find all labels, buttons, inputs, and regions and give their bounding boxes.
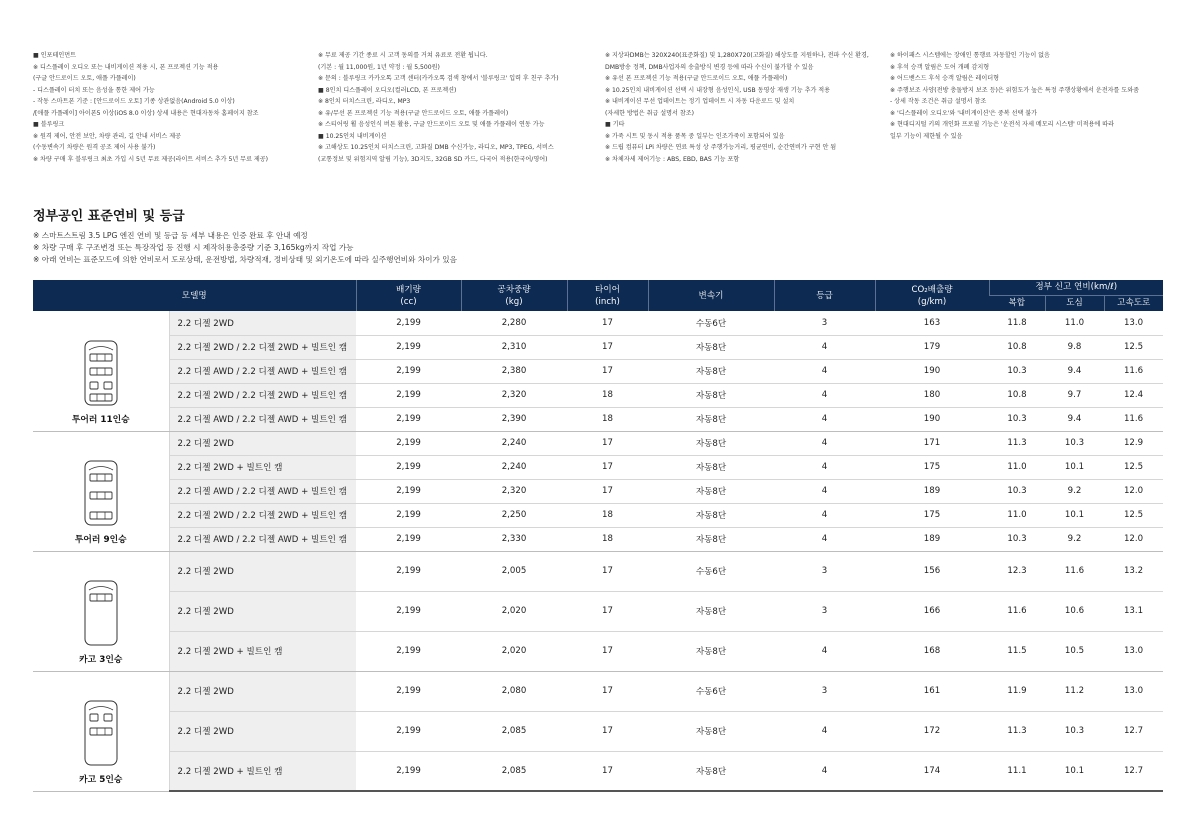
note-line: ※ 드립 컴퓨터 LPi 차량은 연료 특성 상 주행가능거리, 평균연비, 순간연비가 구현 안 됨 xyxy=(605,144,837,151)
transmission-cell: 자동8단 xyxy=(648,631,774,671)
highway-cell: 12.5 xyxy=(1104,503,1163,527)
header-grade: 등급 xyxy=(774,280,875,311)
combined-cell: 10.3 xyxy=(989,359,1045,383)
weight-cell: 2,390 xyxy=(461,407,567,431)
note-line: ※ 문의 : 블루링크 카카오톡 고객 센터(카카오톡 검색 창에서 '블루링크' 입력 후 친구 추가) xyxy=(318,75,559,82)
model-name-cell: 2.2 디젤 AWD / 2.2 디젤 AWD + 빌트인 캠 xyxy=(169,479,356,503)
note-line: ■ 8인치 디스플레이 오디오(컬러LCD, 폰 프로젝션) xyxy=(318,86,457,94)
note-line: - 상세 작동 조건은 취급 설명서 참조 xyxy=(890,98,987,105)
combined-cell: 10.3 xyxy=(989,527,1045,551)
notes-column-1 xyxy=(33,50,268,165)
transmission-cell: 자동8단 xyxy=(648,383,774,407)
weight-cell: 2,250 xyxy=(461,503,567,527)
model-group-label: 투어러 11인승 xyxy=(71,414,130,425)
transmission-cell: 자동8단 xyxy=(648,751,774,791)
co2-cell: 174 xyxy=(875,751,989,791)
co2-cell: 163 xyxy=(875,311,989,335)
weight-cell: 2,080 xyxy=(461,671,567,711)
highway-cell: 12.5 xyxy=(1104,335,1163,359)
model-name-cell: 2.2 디젤 2WD + 빌트인 캠 xyxy=(169,455,356,479)
displacement-cell: 2,199 xyxy=(356,479,461,503)
transmission-cell: 수동6단 xyxy=(648,671,774,711)
city-cell: 9.4 xyxy=(1045,359,1104,383)
note-line: - 작동 스마트폰 기준 : [안드로이드 오토] 기종 상관없음(Android 5.0 이상) xyxy=(33,98,235,105)
note-line: 일부 기능이 제한될 수 있음 xyxy=(890,132,963,140)
displacement-cell: 2,199 xyxy=(356,503,461,527)
header-fuel-efficiency: 정부 신고 연비(km/ℓ) xyxy=(989,280,1163,295)
model-name-cell: 2.2 디젤 2WD + 빌트인 캠 xyxy=(169,631,356,671)
table-row xyxy=(33,751,1163,791)
table-row xyxy=(33,551,1163,591)
weight-cell: 2,310 xyxy=(461,335,567,359)
table-row xyxy=(33,335,1163,359)
subnote: ※ 차량 구매 후 구조변경 또는 특장작업 등 진행 시 제작허용총중량 기준 3,165kg까지 작업 가능 xyxy=(33,243,354,252)
co2-cell: 175 xyxy=(875,503,989,527)
note-line: /[애플 카플레이] 아이폰5 이상(iOS 8.0 이상) 상세 내용은 현대자동차 홈페이지 참조 xyxy=(33,109,259,117)
model-group-cell xyxy=(33,431,169,551)
displacement-cell: 2,199 xyxy=(356,591,461,631)
displacement-cell: 2,199 xyxy=(356,335,461,359)
tire-cell: 17 xyxy=(567,591,648,631)
highway-cell: 12.0 xyxy=(1104,527,1163,551)
model-name-cell: 2.2 디젤 2WD xyxy=(169,431,356,455)
section-subnotes xyxy=(33,230,457,266)
model-group-label: 카고 5인승 xyxy=(79,774,123,785)
note-line: ※ 유/무선 폰 프로젝션 기능 적용(구글 안드로이드 오토, 애플 카플레이) xyxy=(318,109,509,117)
table-row xyxy=(33,591,1163,631)
displacement-cell: 2,199 xyxy=(356,527,461,551)
tire-cell: 17 xyxy=(567,551,648,591)
model-group-label: 카고 3인승 xyxy=(79,654,123,665)
seat-layout-3-icon xyxy=(84,580,118,646)
model-group-label: 투어러 9인승 xyxy=(74,534,127,545)
tire-cell: 18 xyxy=(567,407,648,431)
transmission-cell: 수동6단 xyxy=(648,551,774,591)
header-displacement: 배기량 (cc) xyxy=(356,280,461,311)
note-line: ※ 지상파DMB는 320X240(표준화질) 및 1,280X720(고화질) 해상도를 지원하나, 전파 수신 환경, xyxy=(605,52,869,59)
model-name-cell: 2.2 디젤 2WD xyxy=(169,591,356,631)
note-line: ■ 인포테인먼트 xyxy=(33,52,77,59)
highway-cell: 12.7 xyxy=(1104,711,1163,751)
table-row xyxy=(33,671,1163,711)
note-line: - 디스플레이 터치 또는 음성을 통한 제어 가능 xyxy=(33,86,155,94)
table-row xyxy=(33,407,1163,431)
displacement-cell: 2,199 xyxy=(356,751,461,791)
co2-cell: 189 xyxy=(875,479,989,503)
table-row xyxy=(33,383,1163,407)
table-row xyxy=(33,527,1163,551)
grade-cell: 4 xyxy=(774,359,875,383)
note-line: ※ 원격 제어, 안전 보안, 차량 관리, 길 안내 서비스 제공 xyxy=(33,132,182,140)
note-line: ※ 내비게이션 무선 업데이트는 정기 업데이트 시 자동 다운로드 및 설치 xyxy=(605,98,795,105)
combined-cell: 11.6 xyxy=(989,591,1045,631)
highway-cell: 12.4 xyxy=(1104,383,1163,407)
transmission-cell: 자동8단 xyxy=(648,591,774,631)
tire-cell: 18 xyxy=(567,503,648,527)
note-line: ■ 기타 xyxy=(605,121,625,128)
transmission-cell: 자동8단 xyxy=(648,527,774,551)
model-name-cell: 2.2 디젤 2WD / 2.2 디젤 2WD + 빌트인 캠 xyxy=(169,383,356,407)
note-line: ※ 8인치 터치스크린, 라디오, MP3 xyxy=(318,98,411,105)
header-city: 도심 xyxy=(1045,295,1104,311)
tire-cell: 17 xyxy=(567,751,648,791)
co2-cell: 166 xyxy=(875,591,989,631)
combined-cell: 11.0 xyxy=(989,455,1045,479)
header-combined: 복합 xyxy=(989,295,1045,311)
highway-cell: 11.6 xyxy=(1104,407,1163,431)
tire-cell: 18 xyxy=(567,383,648,407)
table-row xyxy=(33,503,1163,527)
tire-cell: 17 xyxy=(567,455,648,479)
combined-cell: 11.5 xyxy=(989,631,1045,671)
grade-cell: 4 xyxy=(774,431,875,455)
model-name-cell: 2.2 디젤 2WD / 2.2 디젤 2WD + 빌트인 캠 xyxy=(169,503,356,527)
table-row xyxy=(33,631,1163,671)
displacement-cell: 2,199 xyxy=(356,383,461,407)
co2-cell: 190 xyxy=(875,359,989,383)
model-name-cell: 2.2 디젤 2WD xyxy=(169,551,356,591)
city-cell: 9.8 xyxy=(1045,335,1104,359)
note-line: DMB방송 정책, DMB사업자의 송출방식 변경 등에 따라 수신이 불가할 수 있음 xyxy=(605,63,814,71)
note-line: ■ 블루링크 xyxy=(33,121,65,128)
seat-layout-5-icon xyxy=(84,700,118,766)
grade-cell: 4 xyxy=(774,383,875,407)
displacement-cell: 2,199 xyxy=(356,455,461,479)
combined-cell: 10.8 xyxy=(989,383,1045,407)
combined-cell: 10.3 xyxy=(989,407,1045,431)
notes-column-3 xyxy=(605,50,869,165)
highway-cell: 11.6 xyxy=(1104,359,1163,383)
highway-cell: 12.9 xyxy=(1104,431,1163,455)
transmission-cell: 자동8단 xyxy=(648,479,774,503)
model-name-cell: 2.2 디젤 2WD xyxy=(169,311,356,335)
model-group-cell xyxy=(33,311,169,431)
table-row xyxy=(33,431,1163,455)
city-cell: 9.4 xyxy=(1045,407,1104,431)
tire-cell: 17 xyxy=(567,631,648,671)
highway-cell: 13.0 xyxy=(1104,631,1163,671)
spec-notes xyxy=(33,50,1163,180)
note-line: ※ 가죽 시트 및 동시 적용 품목 중 일부는 인조가죽이 포함되어 있음 xyxy=(605,132,785,140)
grade-cell: 4 xyxy=(774,751,875,791)
highway-cell: 12.7 xyxy=(1104,751,1163,791)
note-line: (구글 안드로이드 오토, 애플 카플레이) xyxy=(33,75,136,82)
city-cell: 9.2 xyxy=(1045,527,1104,551)
city-cell: 9.7 xyxy=(1045,383,1104,407)
combined-cell: 11.9 xyxy=(989,671,1045,711)
note-line: (교통정보 및 위험지역 알림 기능), 3D지도, 32GB SD 카드, 다국어 적용(한국어/영어) xyxy=(318,155,548,163)
note-line: ※ 차량 구매 후 블루링크 최초 가입 시 5년 무료 제공(라이트 서비스 추가 5년 무료 제공) xyxy=(33,155,269,163)
weight-cell: 2,020 xyxy=(461,591,567,631)
combined-cell: 10.3 xyxy=(989,479,1045,503)
city-cell: 10.3 xyxy=(1045,431,1104,455)
grade-cell: 4 xyxy=(774,335,875,359)
city-cell: 10.1 xyxy=(1045,455,1104,479)
combined-cell: 11.3 xyxy=(989,711,1045,751)
tire-cell: 17 xyxy=(567,711,648,751)
note-line: ※ 디스플레이 오디오 또는 내비게이션 적용 시, 폰 프로젝션 기능 적용 xyxy=(33,63,219,71)
city-cell: 11.0 xyxy=(1045,311,1104,335)
weight-cell: 2,020 xyxy=(461,631,567,671)
highway-cell: 13.2 xyxy=(1104,551,1163,591)
note-line: ※ 차체자세 제어기능 : ABS, EBD, BAS 기능 포함 xyxy=(605,155,740,163)
fuel-efficiency-table xyxy=(33,280,1163,792)
co2-cell: 175 xyxy=(875,455,989,479)
grade-cell: 3 xyxy=(774,591,875,631)
weight-cell: 2,280 xyxy=(461,311,567,335)
notes-column-2 xyxy=(318,50,559,165)
weight-cell: 2,320 xyxy=(461,479,567,503)
note-line: ※ 고해상도 10.25인치 터치스크린, 고화질 DMB 수신가능, 라디오, MP3, TPEG, 서비스 xyxy=(318,144,554,151)
model-name-cell: 2.2 디젤 2WD xyxy=(169,671,356,711)
displacement-cell: 2,199 xyxy=(356,311,461,335)
note-line: ※ 어드밴스드 후석 승객 알림은 레이더형 xyxy=(890,75,999,82)
tire-cell: 18 xyxy=(567,527,648,551)
table-row xyxy=(33,479,1163,503)
transmission-cell: 자동8단 xyxy=(648,431,774,455)
city-cell: 10.6 xyxy=(1045,591,1104,631)
header-highway: 고속도로 xyxy=(1104,295,1163,311)
transmission-cell: 자동8단 xyxy=(648,359,774,383)
model-group-cell xyxy=(33,551,169,671)
weight-cell: 2,330 xyxy=(461,527,567,551)
grade-cell: 4 xyxy=(774,455,875,479)
note-line: ※ 10.25인치 내비게이션 선택 시 내장형 음성인식, USB 동영상 재생 기능 추가 적용 xyxy=(605,86,831,94)
grade-cell: 4 xyxy=(774,631,875,671)
co2-cell: 179 xyxy=(875,335,989,359)
header-model: 모델명 xyxy=(33,280,356,311)
transmission-cell: 자동8단 xyxy=(648,407,774,431)
weight-cell: 2,005 xyxy=(461,551,567,591)
co2-cell: 189 xyxy=(875,527,989,551)
co2-cell: 171 xyxy=(875,431,989,455)
note-line: ※ 현대디지털 키의 개인화 프로필 기능은 '운전석 자세 메모리 시스템' 미적용에 따라 xyxy=(890,121,1115,128)
co2-cell: 168 xyxy=(875,631,989,671)
weight-cell: 2,085 xyxy=(461,751,567,791)
grade-cell: 4 xyxy=(774,503,875,527)
weight-cell: 2,240 xyxy=(461,431,567,455)
note-line: ※ 스티어링 휠 음성인식 버튼 활용, 구글 안드로이드 오토 및 애플 카플레이 연동 가능 xyxy=(318,121,545,128)
tire-cell: 17 xyxy=(567,359,648,383)
co2-cell: 190 xyxy=(875,407,989,431)
tire-cell: 17 xyxy=(567,479,648,503)
weight-cell: 2,320 xyxy=(461,383,567,407)
notes-column-4 xyxy=(890,50,1139,142)
grade-cell: 4 xyxy=(774,407,875,431)
city-cell: 10.3 xyxy=(1045,711,1104,751)
note-line: ※ 무료 제공 기간 종료 시 고객 동의를 거쳐 유료로 전환 됩니다. xyxy=(318,52,488,59)
highway-cell: 12.0 xyxy=(1104,479,1163,503)
weight-cell: 2,380 xyxy=(461,359,567,383)
model-name-cell: 2.2 디젤 2WD / 2.2 디젤 2WD + 빌트인 캠 xyxy=(169,335,356,359)
header-weight: 공차중량 (kg) xyxy=(461,280,567,311)
combined-cell: 11.1 xyxy=(989,751,1045,791)
displacement-cell: 2,199 xyxy=(356,359,461,383)
city-cell: 10.1 xyxy=(1045,751,1104,791)
seat-layout-9-icon xyxy=(84,460,118,526)
co2-cell: 172 xyxy=(875,711,989,751)
grade-cell: 3 xyxy=(774,551,875,591)
combined-cell: 12.3 xyxy=(989,551,1045,591)
seat-layout-11-icon xyxy=(84,340,118,406)
combined-cell: 11.0 xyxy=(989,503,1045,527)
subnote: ※ 아래 연비는 표준모드에 의한 연비로서 도로상태, 운전방법, 차량적재, 정비상태 및 외기온도에 따라 실주행연비와 차이가 있음 xyxy=(33,255,457,264)
transmission-cell: 수동6단 xyxy=(648,311,774,335)
transmission-cell: 자동8단 xyxy=(648,335,774,359)
combined-cell: 11.8 xyxy=(989,311,1045,335)
grade-cell: 4 xyxy=(774,479,875,503)
note-line: ※ '디스플레이 오디오'와 '내비게이션'은 중복 선택 불가 xyxy=(890,109,1038,117)
combined-cell: 10.8 xyxy=(989,335,1045,359)
subnote: ※ 스마트스트림 3.5 LPG 엔진 연비 및 등급 등 세부 내용은 인증 완료 후 안내 예정 xyxy=(33,231,308,240)
grade-cell: 4 xyxy=(774,711,875,751)
city-cell: 11.2 xyxy=(1045,671,1104,711)
model-name-cell: 2.2 디젤 AWD / 2.2 디젤 AWD + 빌트인 캠 xyxy=(169,407,356,431)
transmission-cell: 자동8단 xyxy=(648,503,774,527)
highway-cell: 13.0 xyxy=(1104,311,1163,335)
grade-cell: 3 xyxy=(774,671,875,711)
co2-cell: 161 xyxy=(875,671,989,711)
grade-cell: 3 xyxy=(774,311,875,335)
transmission-cell: 자동8단 xyxy=(648,455,774,479)
weight-cell: 2,240 xyxy=(461,455,567,479)
table-row xyxy=(33,359,1163,383)
city-cell: 9.2 xyxy=(1045,479,1104,503)
displacement-cell: 2,199 xyxy=(356,631,461,671)
header-tire: 타이어 (inch) xyxy=(567,280,648,311)
highway-cell: 13.0 xyxy=(1104,671,1163,711)
highway-cell: 13.1 xyxy=(1104,591,1163,631)
note-line: ※ 주행보조 사양(전방 충돌방지 보조 등)은 위험도가 높은 특정 주행상황에서 운전자를 도와줌 xyxy=(890,86,1139,94)
grade-cell: 4 xyxy=(774,527,875,551)
displacement-cell: 2,199 xyxy=(356,407,461,431)
note-line: (수동변속기 차량은 원격 공조 제어 사용 불가) xyxy=(33,144,156,151)
weight-cell: 2,085 xyxy=(461,711,567,751)
model-name-cell: 2.2 디젤 2WD + 빌트인 캠 xyxy=(169,751,356,791)
model-group-cell xyxy=(33,671,169,791)
table-row xyxy=(33,455,1163,479)
combined-cell: 11.3 xyxy=(989,431,1045,455)
transmission-cell: 자동8단 xyxy=(648,711,774,751)
section-title: 정부공인 표준연비 및 등급 xyxy=(33,209,185,224)
note-line: (기본 : 월 11,000원, 1년 약정 : 월 5,500원) xyxy=(318,63,440,71)
table-row xyxy=(33,311,1163,335)
co2-cell: 180 xyxy=(875,383,989,407)
model-name-cell: 2.2 디젤 AWD / 2.2 디젤 AWD + 빌트인 캠 xyxy=(169,359,356,383)
displacement-cell: 2,199 xyxy=(356,431,461,455)
tire-cell: 17 xyxy=(567,335,648,359)
tire-cell: 17 xyxy=(567,671,648,711)
city-cell: 11.6 xyxy=(1045,551,1104,591)
co2-cell: 156 xyxy=(875,551,989,591)
tire-cell: 17 xyxy=(567,431,648,455)
model-name-cell: 2.2 디젤 2WD xyxy=(169,711,356,751)
displacement-cell: 2,199 xyxy=(356,711,461,751)
model-name-cell: 2.2 디젤 AWD / 2.2 디젤 AWD + 빌트인 캠 xyxy=(169,527,356,551)
note-line: ※ 후석 승객 알림은 도어 개폐 감지형 xyxy=(890,63,990,71)
note-line: (자세한 방법은 취급 설명서 참조) xyxy=(605,109,695,117)
displacement-cell: 2,199 xyxy=(356,671,461,711)
header-co2: CO₂배출량 (g/km) xyxy=(875,280,989,311)
highway-cell: 12.5 xyxy=(1104,455,1163,479)
note-line: ※ 하이패스 시스템에는 장애인 통행료 자동할인 기능이 없음 xyxy=(890,52,1050,59)
city-cell: 10.1 xyxy=(1045,503,1104,527)
note-line: ※ 유선 폰 프로젝션 기능 적용(구글 안드로이드 오토, 애플 카플레이) xyxy=(605,75,788,82)
tire-cell: 17 xyxy=(567,311,648,335)
displacement-cell: 2,199 xyxy=(356,551,461,591)
table-row xyxy=(33,711,1163,751)
note-line: ■ 10.25인치 내비게이션 xyxy=(318,132,387,140)
header-transmission: 변속기 xyxy=(648,280,774,311)
city-cell: 10.5 xyxy=(1045,631,1104,671)
